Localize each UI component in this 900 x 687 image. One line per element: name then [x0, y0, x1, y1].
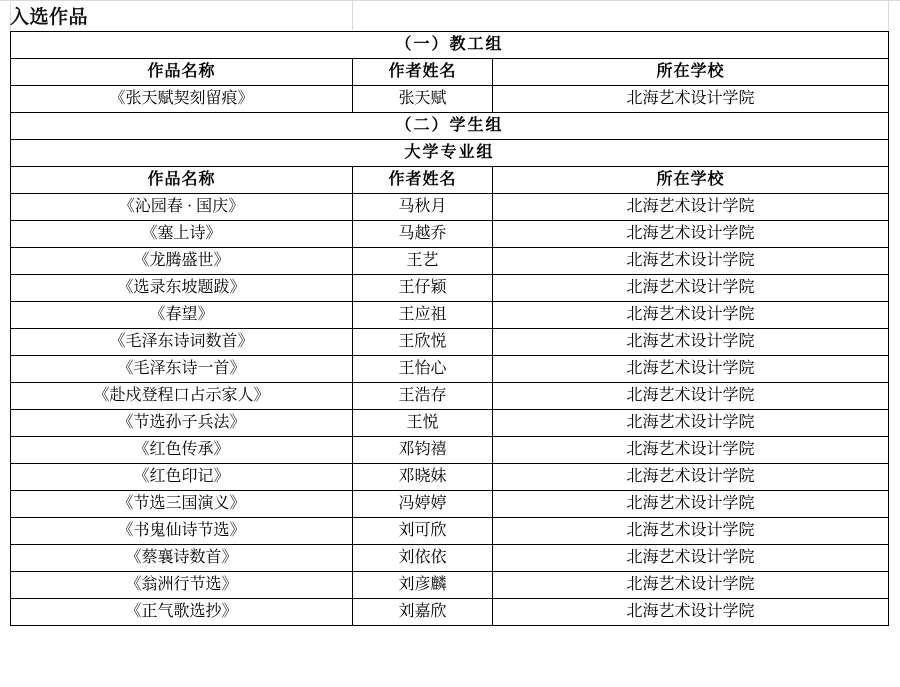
cell-school: 北海艺术设计学院	[493, 410, 889, 437]
table-row	[11, 248, 889, 275]
cell-author-name: 刘嘉欣	[353, 599, 493, 626]
cell-work-name: 《毛泽东诗词数首》	[11, 329, 353, 356]
column-header-work-name: 作品名称	[11, 167, 353, 194]
column-header-author-name: 作者姓名	[353, 59, 493, 86]
table-row	[11, 599, 889, 626]
cell-school: 北海艺术设计学院	[493, 221, 889, 248]
cell-work-name: 《书鬼仙诗节选》	[11, 518, 353, 545]
works-table	[10, 31, 889, 626]
table-row	[11, 464, 889, 491]
cell-author-name: 刘彦麟	[353, 572, 493, 599]
cell-work-name: 《龙腾盛世》	[11, 248, 353, 275]
cell-school: 北海艺术设计学院	[493, 572, 889, 599]
cell-school: 北海艺术设计学院	[493, 86, 889, 113]
table-row	[11, 383, 889, 410]
table-row	[11, 437, 889, 464]
cell-work-name: 《节选孙子兵法》	[11, 410, 353, 437]
table-row	[11, 518, 889, 545]
column-header-work-name: 作品名称	[11, 59, 353, 86]
cell-school: 北海艺术设计学院	[493, 518, 889, 545]
page-title: 入选作品	[10, 7, 89, 28]
section-heading: （二）学生组	[11, 113, 889, 140]
cell-author-name: 张天赋	[353, 86, 493, 113]
table-row	[11, 302, 889, 329]
cell-work-name: 《毛泽东诗一首》	[11, 356, 353, 383]
top-guide-rule	[0, 0, 900, 1]
table-row	[11, 410, 889, 437]
cell-author-name: 王应祖	[353, 302, 493, 329]
table-row	[11, 491, 889, 518]
top-guide-vrule-mid	[352, 0, 353, 30]
cell-author-name: 刘可欣	[353, 518, 493, 545]
cell-school: 北海艺术设计学院	[493, 491, 889, 518]
cell-work-name: 《塞上诗》	[11, 221, 353, 248]
cell-school: 北海艺术设计学院	[493, 599, 889, 626]
section-heading: （一）教工组	[11, 32, 889, 59]
column-header-row	[11, 167, 889, 194]
cell-work-name: 《红色印记》	[11, 464, 353, 491]
cell-work-name: 《蔡襄诗数首》	[11, 545, 353, 572]
cell-work-name: 《张天赋契刻留痕》	[11, 86, 353, 113]
top-guide-vrule-right	[888, 0, 889, 30]
table-row	[11, 356, 889, 383]
cell-author-name: 冯婷婷	[353, 491, 493, 518]
cell-work-name: 《红色传承》	[11, 437, 353, 464]
cell-school: 北海艺术设计学院	[493, 329, 889, 356]
cell-school: 北海艺术设计学院	[493, 545, 889, 572]
cell-work-name: 《节选三国演义》	[11, 491, 353, 518]
table-row	[11, 275, 889, 302]
cell-author-name: 王悦	[353, 410, 493, 437]
table-row	[11, 545, 889, 572]
table-row	[11, 86, 889, 113]
section-heading-row	[11, 32, 889, 59]
cell-author-name: 王怡心	[353, 356, 493, 383]
cell-author-name: 王艺	[353, 248, 493, 275]
section-subheading: 大学专业组	[11, 140, 889, 167]
section-subheading-row	[11, 140, 889, 167]
cell-author-name: 刘依依	[353, 545, 493, 572]
cell-school: 北海艺术设计学院	[493, 383, 889, 410]
cell-author-name: 邓钧禧	[353, 437, 493, 464]
cell-work-name: 《选录东坡题跋》	[11, 275, 353, 302]
cell-author-name: 马秋月	[353, 194, 493, 221]
cell-author-name: 马越乔	[353, 221, 493, 248]
column-header-school: 所在学校	[493, 59, 889, 86]
cell-school: 北海艺术设计学院	[493, 356, 889, 383]
cell-author-name: 王仔颖	[353, 275, 493, 302]
cell-work-name: 《沁园春 · 国庆》	[11, 194, 353, 221]
cell-school: 北海艺术设计学院	[493, 275, 889, 302]
cell-author-name: 邓晓妹	[353, 464, 493, 491]
column-header-school: 所在学校	[493, 167, 889, 194]
cell-work-name: 《正气歌选抄》	[11, 599, 353, 626]
cell-work-name: 《赴戍登程口占示家人》	[11, 383, 353, 410]
cell-school: 北海艺术设计学院	[493, 248, 889, 275]
cell-author-name: 王浩存	[353, 383, 493, 410]
cell-school: 北海艺术设计学院	[493, 437, 889, 464]
table-row	[11, 329, 889, 356]
cell-work-name: 《翁洲行节选》	[11, 572, 353, 599]
column-header-author-name: 作者姓名	[353, 167, 493, 194]
section-heading-row	[11, 113, 889, 140]
cell-school: 北海艺术设计学院	[493, 302, 889, 329]
cell-school: 北海艺术设计学院	[493, 194, 889, 221]
table-row	[11, 572, 889, 599]
works-table-body	[11, 32, 889, 626]
table-row	[11, 221, 889, 248]
column-header-row	[11, 59, 889, 86]
cell-school: 北海艺术设计学院	[493, 464, 889, 491]
table-row	[11, 194, 889, 221]
works-table-container	[10, 31, 888, 626]
cell-work-name: 《春望》	[11, 302, 353, 329]
cell-author-name: 王欣悦	[353, 329, 493, 356]
